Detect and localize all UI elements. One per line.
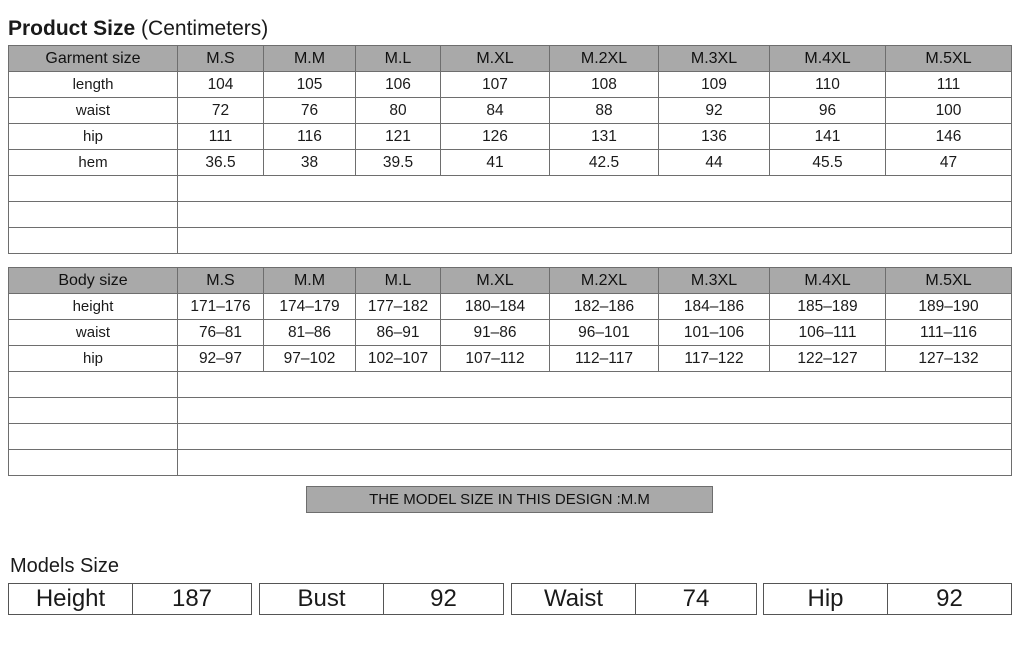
table-row [9, 320, 1012, 346]
empty-cell [178, 202, 1012, 228]
body-header-row [9, 268, 1012, 294]
page-title [8, 17, 268, 41]
size-column-header: M.L [356, 268, 441, 294]
body-header-label: Body size [9, 268, 178, 294]
size-column-header: M.2XL [550, 46, 659, 72]
empty-row [9, 372, 1012, 398]
table-cell: 146 [886, 124, 1012, 150]
row-label: waist [9, 98, 178, 124]
table-cell: 42.5 [550, 150, 659, 176]
size-column-header: M.M [264, 268, 356, 294]
empty-cell [178, 372, 1012, 398]
model-hip-label: Hip [764, 584, 888, 614]
empty-row [9, 202, 1012, 228]
table-cell: 111–116 [886, 320, 1012, 346]
table-cell: 180–184 [441, 294, 550, 320]
empty-cell [178, 450, 1012, 476]
size-column-header: M.5XL [886, 46, 1012, 72]
table-cell: 136 [659, 124, 770, 150]
empty-cell [9, 398, 178, 424]
table-cell: 88 [550, 98, 659, 124]
empty-cell [178, 176, 1012, 202]
empty-cell [178, 228, 1012, 254]
table-cell: 177–182 [356, 294, 441, 320]
table-cell: 189–190 [886, 294, 1012, 320]
empty-row [9, 228, 1012, 254]
model-hip-box [763, 583, 1012, 615]
table-row [9, 72, 1012, 98]
garment-header-row [9, 46, 1012, 72]
table-cell: 92 [659, 98, 770, 124]
table-cell: 92–97 [178, 346, 264, 372]
table-cell: 84 [441, 98, 550, 124]
empty-cell [9, 228, 178, 254]
empty-row [9, 176, 1012, 202]
table-cell: 38 [264, 150, 356, 176]
empty-cell [9, 424, 178, 450]
models-size-title: Models Size [10, 555, 119, 577]
size-column-header: M.2XL [550, 268, 659, 294]
table-row [9, 98, 1012, 124]
table-cell: 117–122 [659, 346, 770, 372]
table-cell: 185–189 [770, 294, 886, 320]
table-row [9, 294, 1012, 320]
table-cell: 109 [659, 72, 770, 98]
table-cell: 107–112 [441, 346, 550, 372]
model-height-box [8, 583, 252, 615]
row-label: hem [9, 150, 178, 176]
table-cell: 121 [356, 124, 441, 150]
row-label: waist [9, 320, 178, 346]
table-cell: 106 [356, 72, 441, 98]
model-waist-value: 74 [682, 585, 710, 612]
table-cell: 122–127 [770, 346, 886, 372]
table-cell: 96 [770, 98, 886, 124]
model-waist-label: Waist [512, 584, 636, 614]
garment-header-label: Garment size [9, 46, 178, 72]
size-column-header: M.S [178, 46, 264, 72]
row-label: height [9, 294, 178, 320]
size-column-header: M.4XL [770, 46, 886, 72]
row-label: hip [9, 124, 178, 150]
garment-size-table [8, 45, 1012, 254]
model-bust-label: Bust [260, 584, 384, 614]
table-cell: 174–179 [264, 294, 356, 320]
table-cell: 81–86 [264, 320, 356, 346]
table-cell: 96–101 [550, 320, 659, 346]
empty-cell [178, 398, 1012, 424]
table-row [9, 346, 1012, 372]
table-cell: 105 [264, 72, 356, 98]
size-column-header: M.XL [441, 268, 550, 294]
title-unit: (Centimeters) [141, 17, 269, 40]
body-size-table [8, 267, 1012, 476]
row-label: hip [9, 346, 178, 372]
size-column-header: M.3XL [659, 268, 770, 294]
table-cell: 111 [178, 124, 264, 150]
table-row [9, 124, 1012, 150]
empty-row [9, 398, 1012, 424]
table-cell: 36.5 [178, 150, 264, 176]
table-cell: 44 [659, 150, 770, 176]
table-cell: 141 [770, 124, 886, 150]
model-hip-value: 92 [936, 585, 963, 612]
table-cell: 101–106 [659, 320, 770, 346]
table-cell: 127–132 [886, 346, 1012, 372]
size-column-header: M.3XL [659, 46, 770, 72]
table-cell: 76–81 [178, 320, 264, 346]
model-height-value: 187 [171, 585, 213, 612]
model-height-label: Height [9, 584, 133, 614]
table-cell: 80 [356, 98, 441, 124]
table-cell: 108 [550, 72, 659, 98]
table-cell: 76 [264, 98, 356, 124]
table-cell: 41 [441, 150, 550, 176]
table-cell: 97–102 [264, 346, 356, 372]
empty-row [9, 424, 1012, 450]
table-cell: 39.5 [356, 150, 441, 176]
table-row [9, 150, 1012, 176]
table-cell: 91–86 [441, 320, 550, 346]
size-column-header: M.S [178, 268, 264, 294]
table-cell: 184–186 [659, 294, 770, 320]
table-cell: 86–91 [356, 320, 441, 346]
table-cell: 112–117 [550, 346, 659, 372]
table-cell: 102–107 [356, 346, 441, 372]
table-cell: 104 [178, 72, 264, 98]
table-cell: 72 [178, 98, 264, 124]
table-cell: 182–186 [550, 294, 659, 320]
table-cell: 171–176 [178, 294, 264, 320]
size-column-header: M.XL [441, 46, 550, 72]
model-waist-box [511, 583, 757, 615]
table-cell: 47 [886, 150, 1012, 176]
table-cell: 111 [886, 72, 1012, 98]
model-size-banner: THE MODEL SIZE IN THIS DESIGN :M.M [306, 486, 713, 513]
row-label: length [9, 72, 178, 98]
table-cell: 116 [264, 124, 356, 150]
empty-cell [178, 424, 1012, 450]
empty-cell [9, 202, 178, 228]
model-bust-box [259, 583, 504, 615]
table-cell: 131 [550, 124, 659, 150]
empty-cell [9, 372, 178, 398]
empty-cell [9, 176, 178, 202]
table-cell: 126 [441, 124, 550, 150]
title-main: Product Size [8, 17, 136, 40]
table-cell: 45.5 [770, 150, 886, 176]
size-column-header: M.5XL [886, 268, 1012, 294]
size-column-header: M.L [356, 46, 441, 72]
empty-row [9, 450, 1012, 476]
table-cell: 106–111 [770, 320, 886, 346]
table-cell: 100 [886, 98, 1012, 124]
table-cell: 107 [441, 72, 550, 98]
table-cell: 110 [770, 72, 886, 98]
model-bust-value: 92 [430, 585, 457, 612]
empty-cell [9, 450, 178, 476]
size-column-header: M.4XL [770, 268, 886, 294]
size-column-header: M.M [264, 46, 356, 72]
